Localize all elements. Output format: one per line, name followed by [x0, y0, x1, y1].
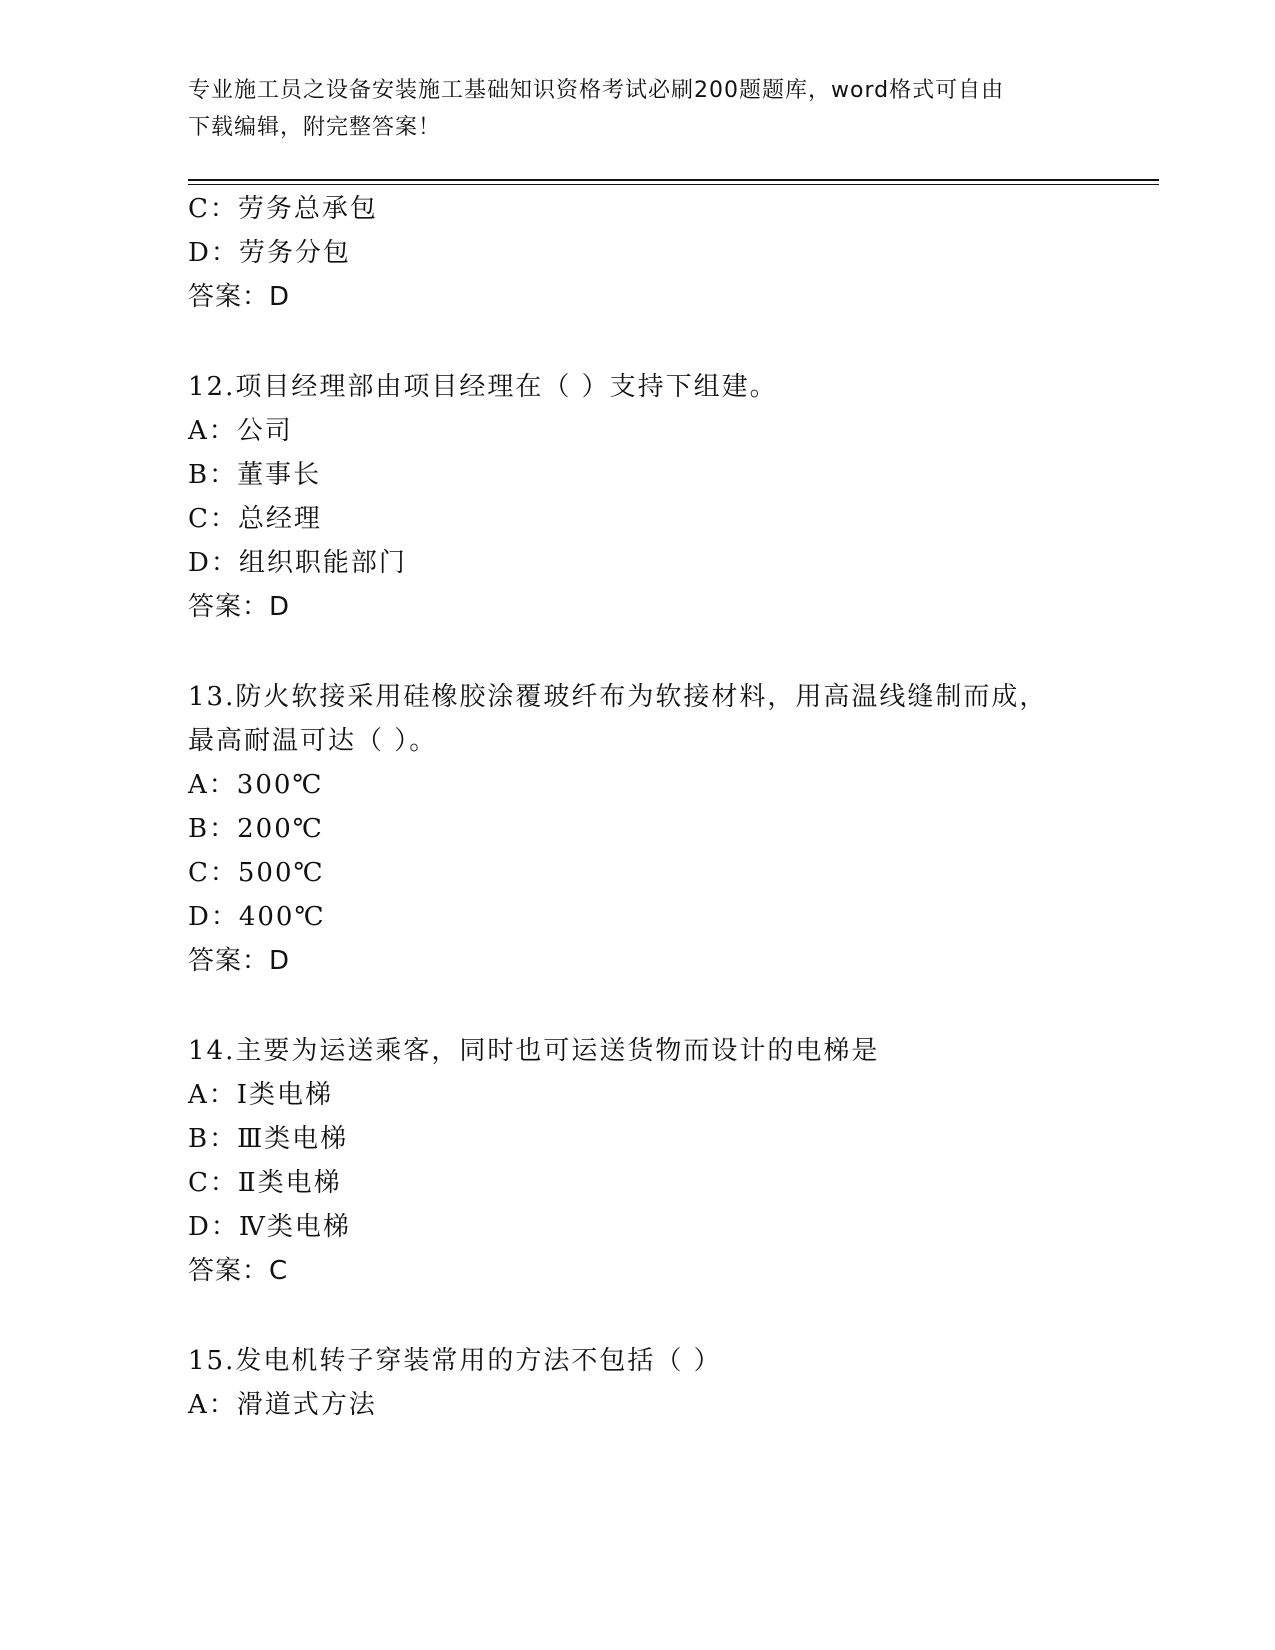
header-rule-thin [188, 184, 1159, 185]
question-13-option-d: D：400℃ [188, 902, 326, 932]
question-14-answer: 答案：C [188, 1256, 289, 1286]
question-13-option-a: A：300℃ [188, 770, 324, 800]
question-13-option-c: C：500℃ [188, 858, 325, 888]
question-12-option-b: B：董事长 [188, 460, 322, 490]
question-12-option-d: D：组织职能部门 [188, 548, 407, 578]
question-13-stem-line-2: 最高耐温可达（ ）。 [188, 726, 438, 756]
question-13-answer: 答案：D [188, 946, 291, 976]
question-15-option-a: A：滑道式方法 [188, 1390, 377, 1420]
question-14-stem: 14.主要为运送乘客，同时也可运送货物而设计的电梯是 [188, 1036, 880, 1066]
question-13-option-b: B：200℃ [188, 814, 324, 844]
question-15-stem: 15.发电机转子穿装常用的方法不包括（ ） [188, 1346, 722, 1376]
question-12-stem: 12.项目经理部由项目经理在（ ）支持下组建。 [188, 372, 778, 402]
question-14-option-b: B：Ⅲ类电梯 [188, 1124, 349, 1154]
question-14-option-c: C：Ⅱ类电梯 [188, 1168, 342, 1198]
question-12-option-c: C：总经理 [188, 504, 322, 534]
question-12-option-a: A：公司 [188, 416, 293, 446]
prev-answer: 答案：D [188, 282, 291, 312]
prev-option-d: D：劳务分包 [188, 238, 351, 268]
header-line-1: 专业施工员之设备安装施工基础知识资格考试必刷200题题库，word格式可自由 [188, 78, 1005, 103]
question-14-option-d: D：Ⅳ类电梯 [188, 1212, 351, 1242]
question-12-answer: 答案：D [188, 592, 291, 622]
header-line-2: 下载编辑，附完整答案！ [188, 115, 442, 140]
question-13-stem-line-1: 13.防火软接采用硅橡胶涂覆玻纤布为软接材料，用高温线缝制而成， [188, 682, 1048, 712]
header-rule-thick [188, 179, 1159, 181]
question-14-option-a: A：Ⅰ类电梯 [188, 1080, 334, 1110]
document-header [188, 72, 1088, 146]
prev-option-c: C：劳务总承包 [188, 194, 378, 224]
